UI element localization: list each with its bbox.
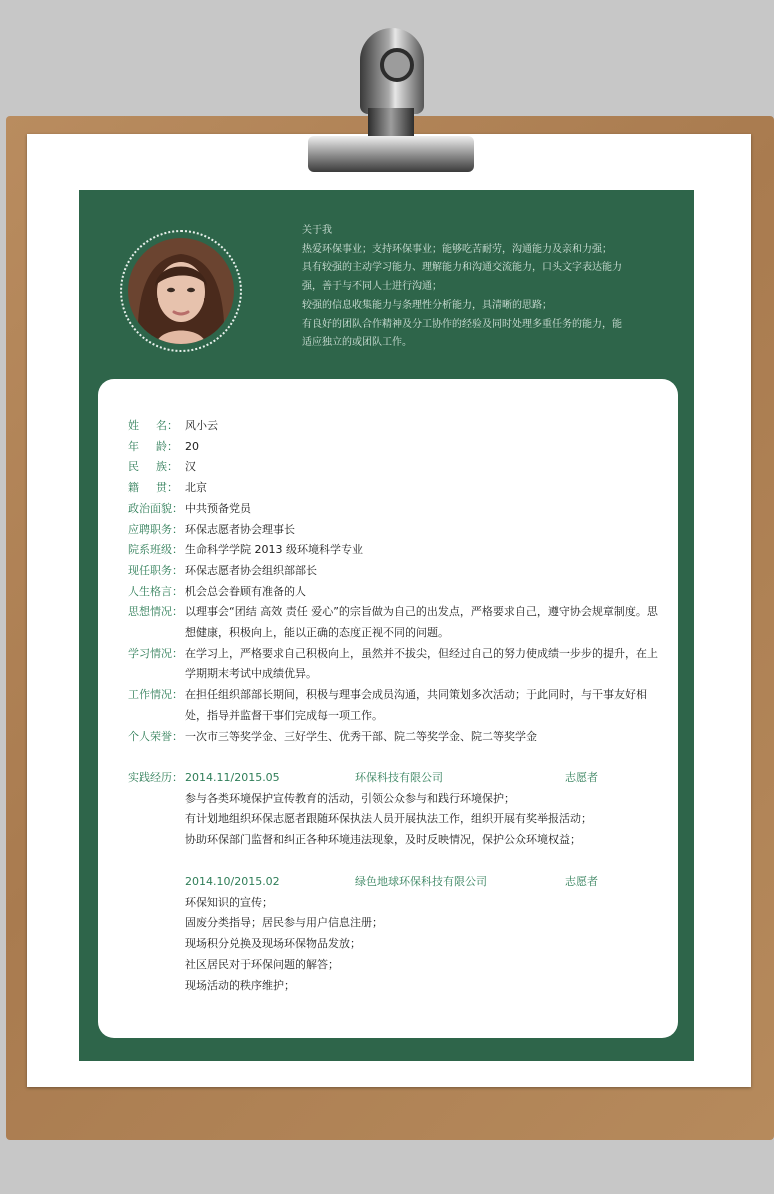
profile-label: 院系班级： — [128, 543, 183, 557]
experience-item: 现场积分兑换及现场环保物品发放； — [185, 937, 361, 951]
profile-label — [128, 457, 178, 478]
experience-item: 有计划地组织环保志愿者跟随环保执法人员开展执法工作，组织开展有奖举报活动； — [185, 812, 592, 826]
experience-item: 环保知识的宣传； — [185, 895, 273, 909]
profile-value: 机会总会眷顾有准备的人 — [185, 584, 306, 598]
profile-label: 学习情况： — [128, 646, 183, 660]
profile-label — [128, 437, 178, 458]
profile-photo — [128, 238, 234, 344]
profile-row-department — [128, 540, 668, 561]
profile-row-political-status — [128, 499, 668, 520]
profile-row-motto — [128, 582, 668, 603]
experience-org: 绿色地球环保科技有限公司 — [355, 875, 487, 888]
experience-label-spacer — [128, 872, 185, 893]
experience-org: 环保科技有限公司 — [355, 771, 443, 784]
experience-header — [128, 768, 668, 789]
label-part: 名： — [156, 419, 178, 432]
experience-item: 协助环保部门监督和纠正各种环境违法现象，及时反映情况，保护公众环境权益； — [185, 833, 581, 847]
label-part: 龄： — [156, 439, 178, 453]
about-line: 具有较强的主动学习能力、理解能力和沟通交流能力，口头文字表达能力 — [302, 262, 622, 274]
experience-item: 参与各类环境保护宣传教育的活动，引领公众参与和践行环境保护； — [185, 791, 515, 805]
profile-value: 环保志愿者协会理事长 — [185, 522, 295, 536]
profile-value: 生命科学学院 2013 级环境科学专业 — [185, 543, 363, 557]
experience-item: 社区居民对于环保问题的解答； — [185, 957, 339, 971]
profile-value: 风小云 — [185, 419, 218, 432]
binder-clip-icon — [308, 28, 474, 174]
profile-value: 一次市三等奖学金、三好学生、优秀干部、院二等奖学金、院二等奖学金 — [185, 729, 537, 743]
about-line: 较强的信息收集能力与条理性分析能力，具清晰的思路； — [302, 299, 552, 311]
profile-value: 在学习上，严格要求自己积极向上，虽然并不拔尖，但经过自己的努力使成绩一步步的提升，在上学期期末考试中成绩优异。 — [185, 646, 658, 681]
profile-value: 中共预备党员 — [185, 501, 251, 515]
about-me-section — [302, 222, 662, 353]
label-part: 籍 — [128, 481, 139, 495]
about-line: 适应独立的或团队工作。 — [302, 337, 412, 349]
experience-date: 2014.11/2015.05 — [185, 771, 280, 784]
profile-value: 以理事会“团结 高效 责任 爱心”的宗旨做为自己的出发点，严格要求自己，遵守协会规章制度。思想健康，积极向上，能以正确的态度正视不同的问题。 — [185, 605, 658, 640]
label-part: 族： — [156, 460, 178, 474]
profile-value: 在担任组织部部长期间，积极与理事会成员沟通，共同策划多次活动；于此同时，与干事友好相处，指导并监督干事们完成每一项工作。 — [185, 688, 647, 722]
profile-row-ideology — [128, 602, 668, 643]
profile-row-age — [128, 437, 668, 458]
about-title: 关于我 — [302, 225, 332, 236]
experience-entry-1 — [128, 768, 668, 851]
experience-header — [128, 872, 668, 893]
profile-label — [128, 478, 178, 499]
profile-value: 20 — [185, 439, 199, 453]
profile-value: 汉 — [185, 460, 196, 474]
profile-row-name — [128, 416, 668, 437]
profile-row-ethnicity — [128, 457, 668, 478]
profile-label: 政治面貌： — [128, 501, 183, 515]
profile-label: 人生格言： — [128, 584, 183, 598]
profile-value: 北京 — [185, 481, 207, 495]
profile-label — [128, 416, 178, 437]
experience-entry-2 — [128, 872, 668, 996]
profile-row-origin — [128, 478, 668, 499]
experience-item: 固废分类指导；居民参与用户信息注册； — [185, 916, 383, 930]
profile-row-work — [128, 685, 668, 726]
label-part: 姓 — [128, 419, 139, 432]
profile-label: 个人荣誉： — [128, 729, 183, 743]
label-part: 贯： — [156, 481, 178, 495]
label-part: 年 — [128, 439, 139, 453]
profile-value: 环保志愿者协会组织部部长 — [185, 563, 317, 577]
profile-label: 应聘职务： — [128, 522, 183, 536]
experience-label: 实践经历： — [128, 771, 183, 784]
profile-row-position-applied — [128, 520, 668, 541]
about-line: 热爱环保事业；支持环保事业；能够吃苦耐劳，沟通能力及亲和力强； — [302, 243, 612, 255]
about-line: 强，善于与不同人士进行沟通； — [302, 281, 442, 293]
profile-row-current-position — [128, 561, 668, 582]
avatar — [120, 230, 242, 352]
label-part: 民 — [128, 460, 139, 474]
experience-role: 志愿者 — [565, 771, 598, 784]
profile-row-honors — [128, 727, 668, 748]
experience-role: 志愿者 — [565, 875, 598, 888]
experience-item: 现场活动的秩序维护； — [185, 978, 295, 992]
experience-date: 2014.10/2015.02 — [185, 875, 280, 888]
profile-label: 思想情况： — [128, 605, 183, 619]
about-line: 有良好的团队合作精神及分工协作的经验及同时处理多重任务的能力，能 — [302, 318, 622, 330]
profile-label: 工作情况： — [128, 688, 183, 702]
profile-row-study — [128, 644, 668, 685]
profile-label: 现任职务： — [128, 563, 183, 577]
profile-list — [128, 416, 668, 747]
